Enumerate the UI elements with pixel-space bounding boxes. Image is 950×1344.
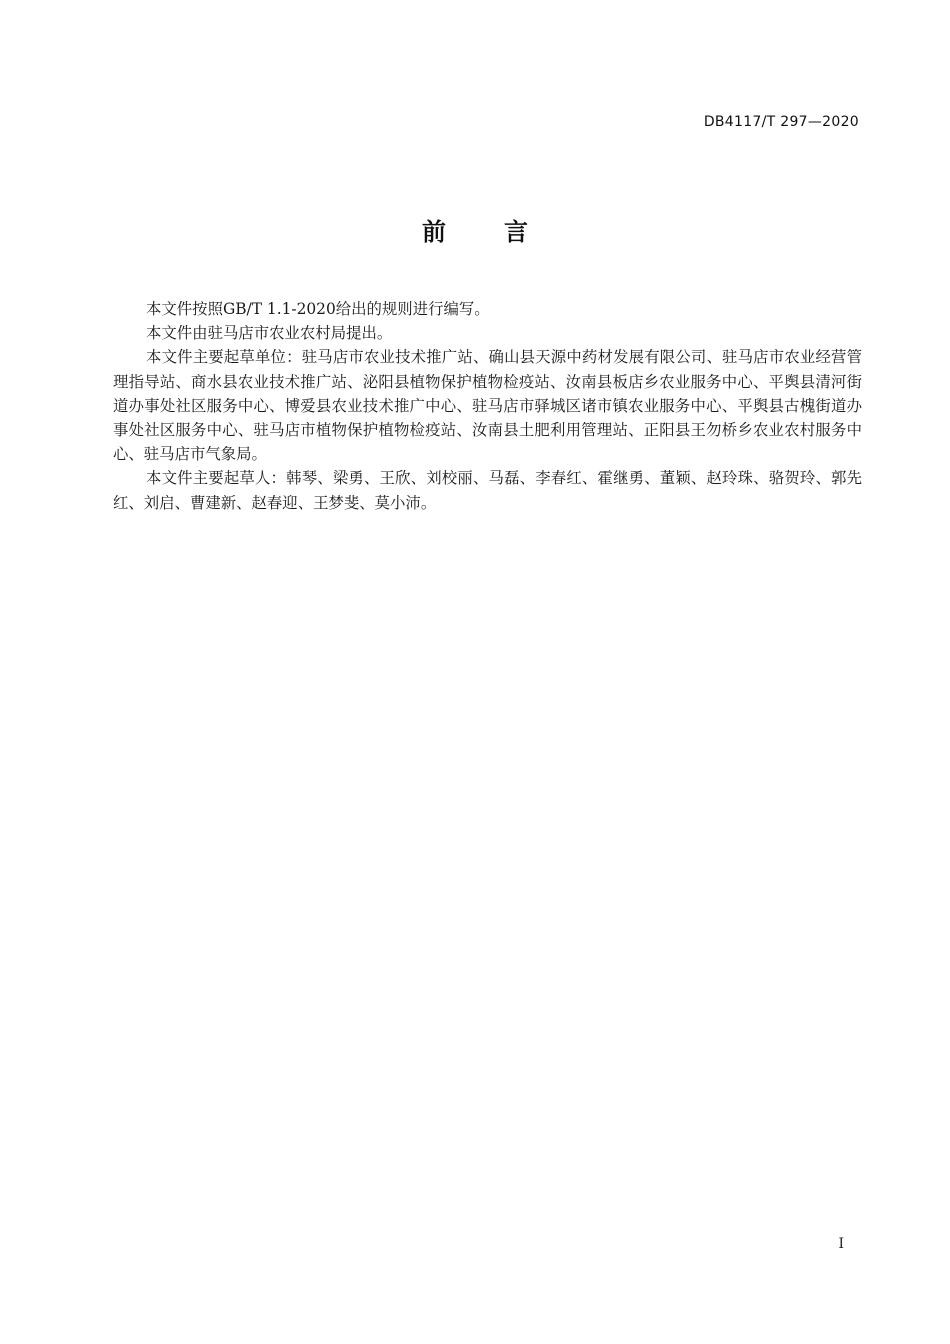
paragraph-proposer: 本文件由驻马店市农业农村局提出。	[146, 324, 393, 343]
paragraph-drafters: 本文件主要起草人：韩琴、梁勇、王欣、刘校丽、马磊、李春红、霍继勇、董颖、赵玲珠、骆贺玲、郭先红、刘启、曹建新、赵春迎、王梦斐、莫小沛。	[113, 469, 862, 512]
foreword-body	[113, 297, 862, 515]
paragraph-drafting-rules: 本文件按照GB/T 1.1-2020给出的规则进行编写。	[146, 300, 490, 318]
document-code: DB4117/T 297—2020	[703, 114, 859, 130]
paragraph-drafting-units: 本文件主要起草单位：驻马店市农业技术推广站、确山县天源中药材发展有限公司、驻马店市农业经营管理指导站、商水县农业技术推广站、泌阳县植物保护植物检疫站、汝南县板店乡农业服务中心、平舆县清河街道办事处社区服务中心、博爱县农业技术推广中心、驻马店市驿城区诸市镇农业服务中心、平舆县古槐街道办事处社区服务中心、驻马店市植物保护植物检疫站、汝南县土肥利用管理站、正阳县王勿桥乡农业农村服务中心、驻马店市气象局。	[113, 348, 862, 464]
page-title: 前言	[422, 218, 586, 246]
page-number: I	[838, 1236, 844, 1252]
